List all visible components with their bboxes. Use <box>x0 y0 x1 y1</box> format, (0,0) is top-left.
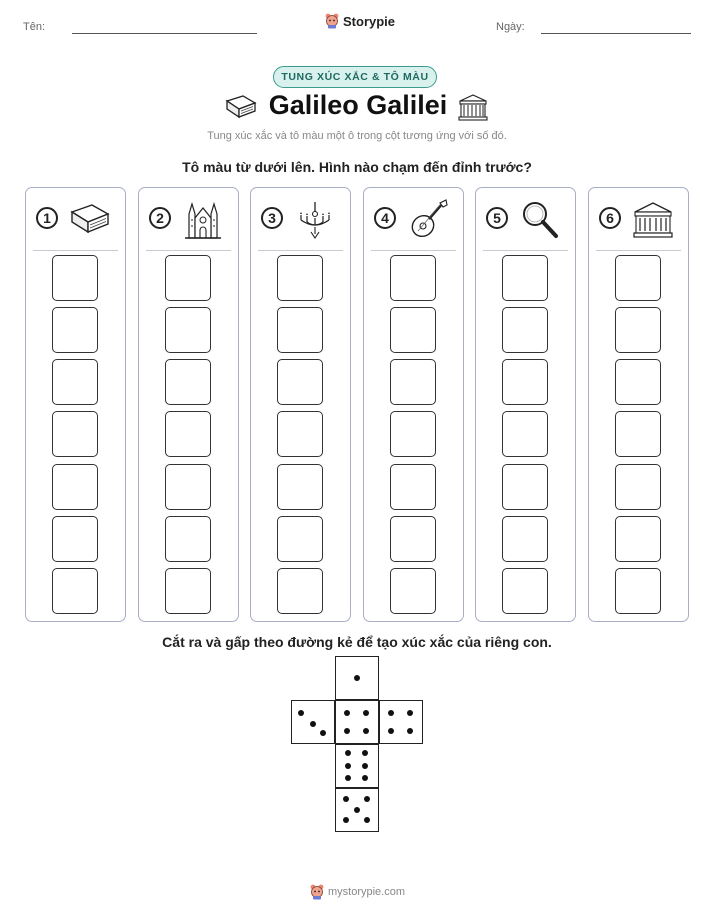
color-box[interactable] <box>615 516 661 562</box>
chandelier-icon <box>293 198 337 242</box>
die-pip <box>362 750 368 756</box>
lute-icon <box>406 198 450 242</box>
die-pip <box>388 728 394 734</box>
column-divider <box>483 250 568 251</box>
color-box[interactable] <box>52 359 98 405</box>
color-box[interactable] <box>165 411 211 457</box>
magnifying-glass-icon <box>518 198 562 242</box>
color-box[interactable] <box>615 359 661 405</box>
activity-pill: TUNG XÚC XẮC & TÔ MÀU <box>273 66 437 88</box>
university-building-icon <box>458 93 488 121</box>
column-number: 3 <box>261 207 283 229</box>
color-box[interactable] <box>277 255 323 301</box>
name-line[interactable] <box>72 33 257 34</box>
bear-logo-icon <box>325 13 339 29</box>
book-icon <box>224 93 258 121</box>
die-face-3 <box>291 700 335 744</box>
color-box[interactable] <box>615 255 661 301</box>
color-box[interactable] <box>277 568 323 614</box>
color-box[interactable] <box>52 568 98 614</box>
column-divider <box>596 250 681 251</box>
color-box[interactable] <box>502 464 548 510</box>
color-box[interactable] <box>502 568 548 614</box>
color-box[interactable] <box>165 516 211 562</box>
color-box[interactable] <box>615 464 661 510</box>
brand-logo <box>325 13 395 29</box>
die-pip <box>354 807 360 813</box>
die-pip <box>364 817 370 823</box>
brand-name: Storypie <box>343 13 396 29</box>
die-pip <box>310 721 316 727</box>
dice-column-2 <box>138 187 239 622</box>
instruction-top: Tô màu từ dưới lên. Hình nào chạm đến đỉnh trước? <box>182 159 532 175</box>
die-face-1 <box>335 656 379 700</box>
color-box[interactable] <box>277 516 323 562</box>
name-label: Tên: <box>23 21 46 33</box>
column-number: 5 <box>486 207 508 229</box>
die-pip <box>364 796 370 802</box>
die-pip <box>363 728 369 734</box>
color-box[interactable] <box>52 516 98 562</box>
color-box[interactable] <box>165 359 211 405</box>
die-pip <box>354 675 360 681</box>
die-pip <box>345 775 351 781</box>
die-pip <box>407 710 413 716</box>
column-divider <box>258 250 343 251</box>
color-box[interactable] <box>390 516 436 562</box>
color-box[interactable] <box>615 411 661 457</box>
die-face-4 <box>335 700 379 744</box>
color-box[interactable] <box>165 307 211 353</box>
color-box[interactable] <box>390 255 436 301</box>
color-box[interactable] <box>165 568 211 614</box>
color-box[interactable] <box>502 255 548 301</box>
color-box[interactable] <box>52 307 98 353</box>
die-pip <box>343 817 349 823</box>
column-number: 4 <box>374 207 396 229</box>
column-number: 1 <box>36 207 58 229</box>
column-header <box>139 188 238 248</box>
die-face-6 <box>335 744 379 788</box>
column-number: 2 <box>149 207 171 229</box>
color-box[interactable] <box>615 307 661 353</box>
die-pip <box>362 775 368 781</box>
footer-url: mystorypie.com <box>328 886 406 898</box>
color-box[interactable] <box>502 516 548 562</box>
color-box[interactable] <box>390 359 436 405</box>
die-pip <box>298 710 304 716</box>
book-icon <box>68 198 112 242</box>
color-box[interactable] <box>52 255 98 301</box>
color-box[interactable] <box>52 464 98 510</box>
column-divider <box>371 250 456 251</box>
color-box[interactable] <box>502 359 548 405</box>
die-pip <box>388 710 394 716</box>
die-pip <box>344 710 350 716</box>
color-box[interactable] <box>277 464 323 510</box>
dice-column-3 <box>250 187 351 622</box>
color-box[interactable] <box>165 255 211 301</box>
column-divider <box>33 250 118 251</box>
color-box[interactable] <box>165 464 211 510</box>
instruction-bottom: Cắt ra và gấp theo đường kẻ để tạo xúc xắc của riêng con. <box>162 634 552 650</box>
bear-logo-icon <box>310 884 324 900</box>
color-box[interactable] <box>277 411 323 457</box>
date-label: Ngày: <box>496 21 525 33</box>
column-divider <box>146 250 231 251</box>
color-box[interactable] <box>277 359 323 405</box>
die-pip <box>362 763 368 769</box>
color-box[interactable] <box>390 568 436 614</box>
column-number: 6 <box>599 207 621 229</box>
die-pip <box>345 763 351 769</box>
die-face-4 <box>379 700 423 744</box>
die-pip <box>363 710 369 716</box>
page-title: Galileo Galilei <box>268 90 448 120</box>
die-pip <box>343 796 349 802</box>
date-line[interactable] <box>541 33 691 34</box>
color-box[interactable] <box>390 307 436 353</box>
dice-column-1 <box>25 187 126 622</box>
color-box[interactable] <box>390 411 436 457</box>
column-header <box>26 188 125 248</box>
dice-column-4 <box>363 187 464 622</box>
die-face-5 <box>335 788 379 832</box>
subtitle: Tung xúc xắc và tô màu một ô trong cột tương ứng với số đó. <box>207 130 507 142</box>
column-header <box>476 188 575 248</box>
dice-column-6 <box>588 187 689 622</box>
column-header <box>589 188 688 248</box>
color-box[interactable] <box>277 307 323 353</box>
color-box[interactable] <box>502 411 548 457</box>
die-pip <box>320 730 326 736</box>
cathedral-icon <box>181 198 225 242</box>
column-header <box>251 188 350 248</box>
color-box[interactable] <box>615 568 661 614</box>
dice-column-5 <box>475 187 576 622</box>
university-building-icon <box>631 198 675 242</box>
die-pip <box>407 728 413 734</box>
footer <box>310 884 405 900</box>
color-box[interactable] <box>52 411 98 457</box>
color-box[interactable] <box>390 464 436 510</box>
color-box[interactable] <box>502 307 548 353</box>
column-header <box>364 188 463 248</box>
die-pip <box>344 728 350 734</box>
die-pip <box>345 750 351 756</box>
